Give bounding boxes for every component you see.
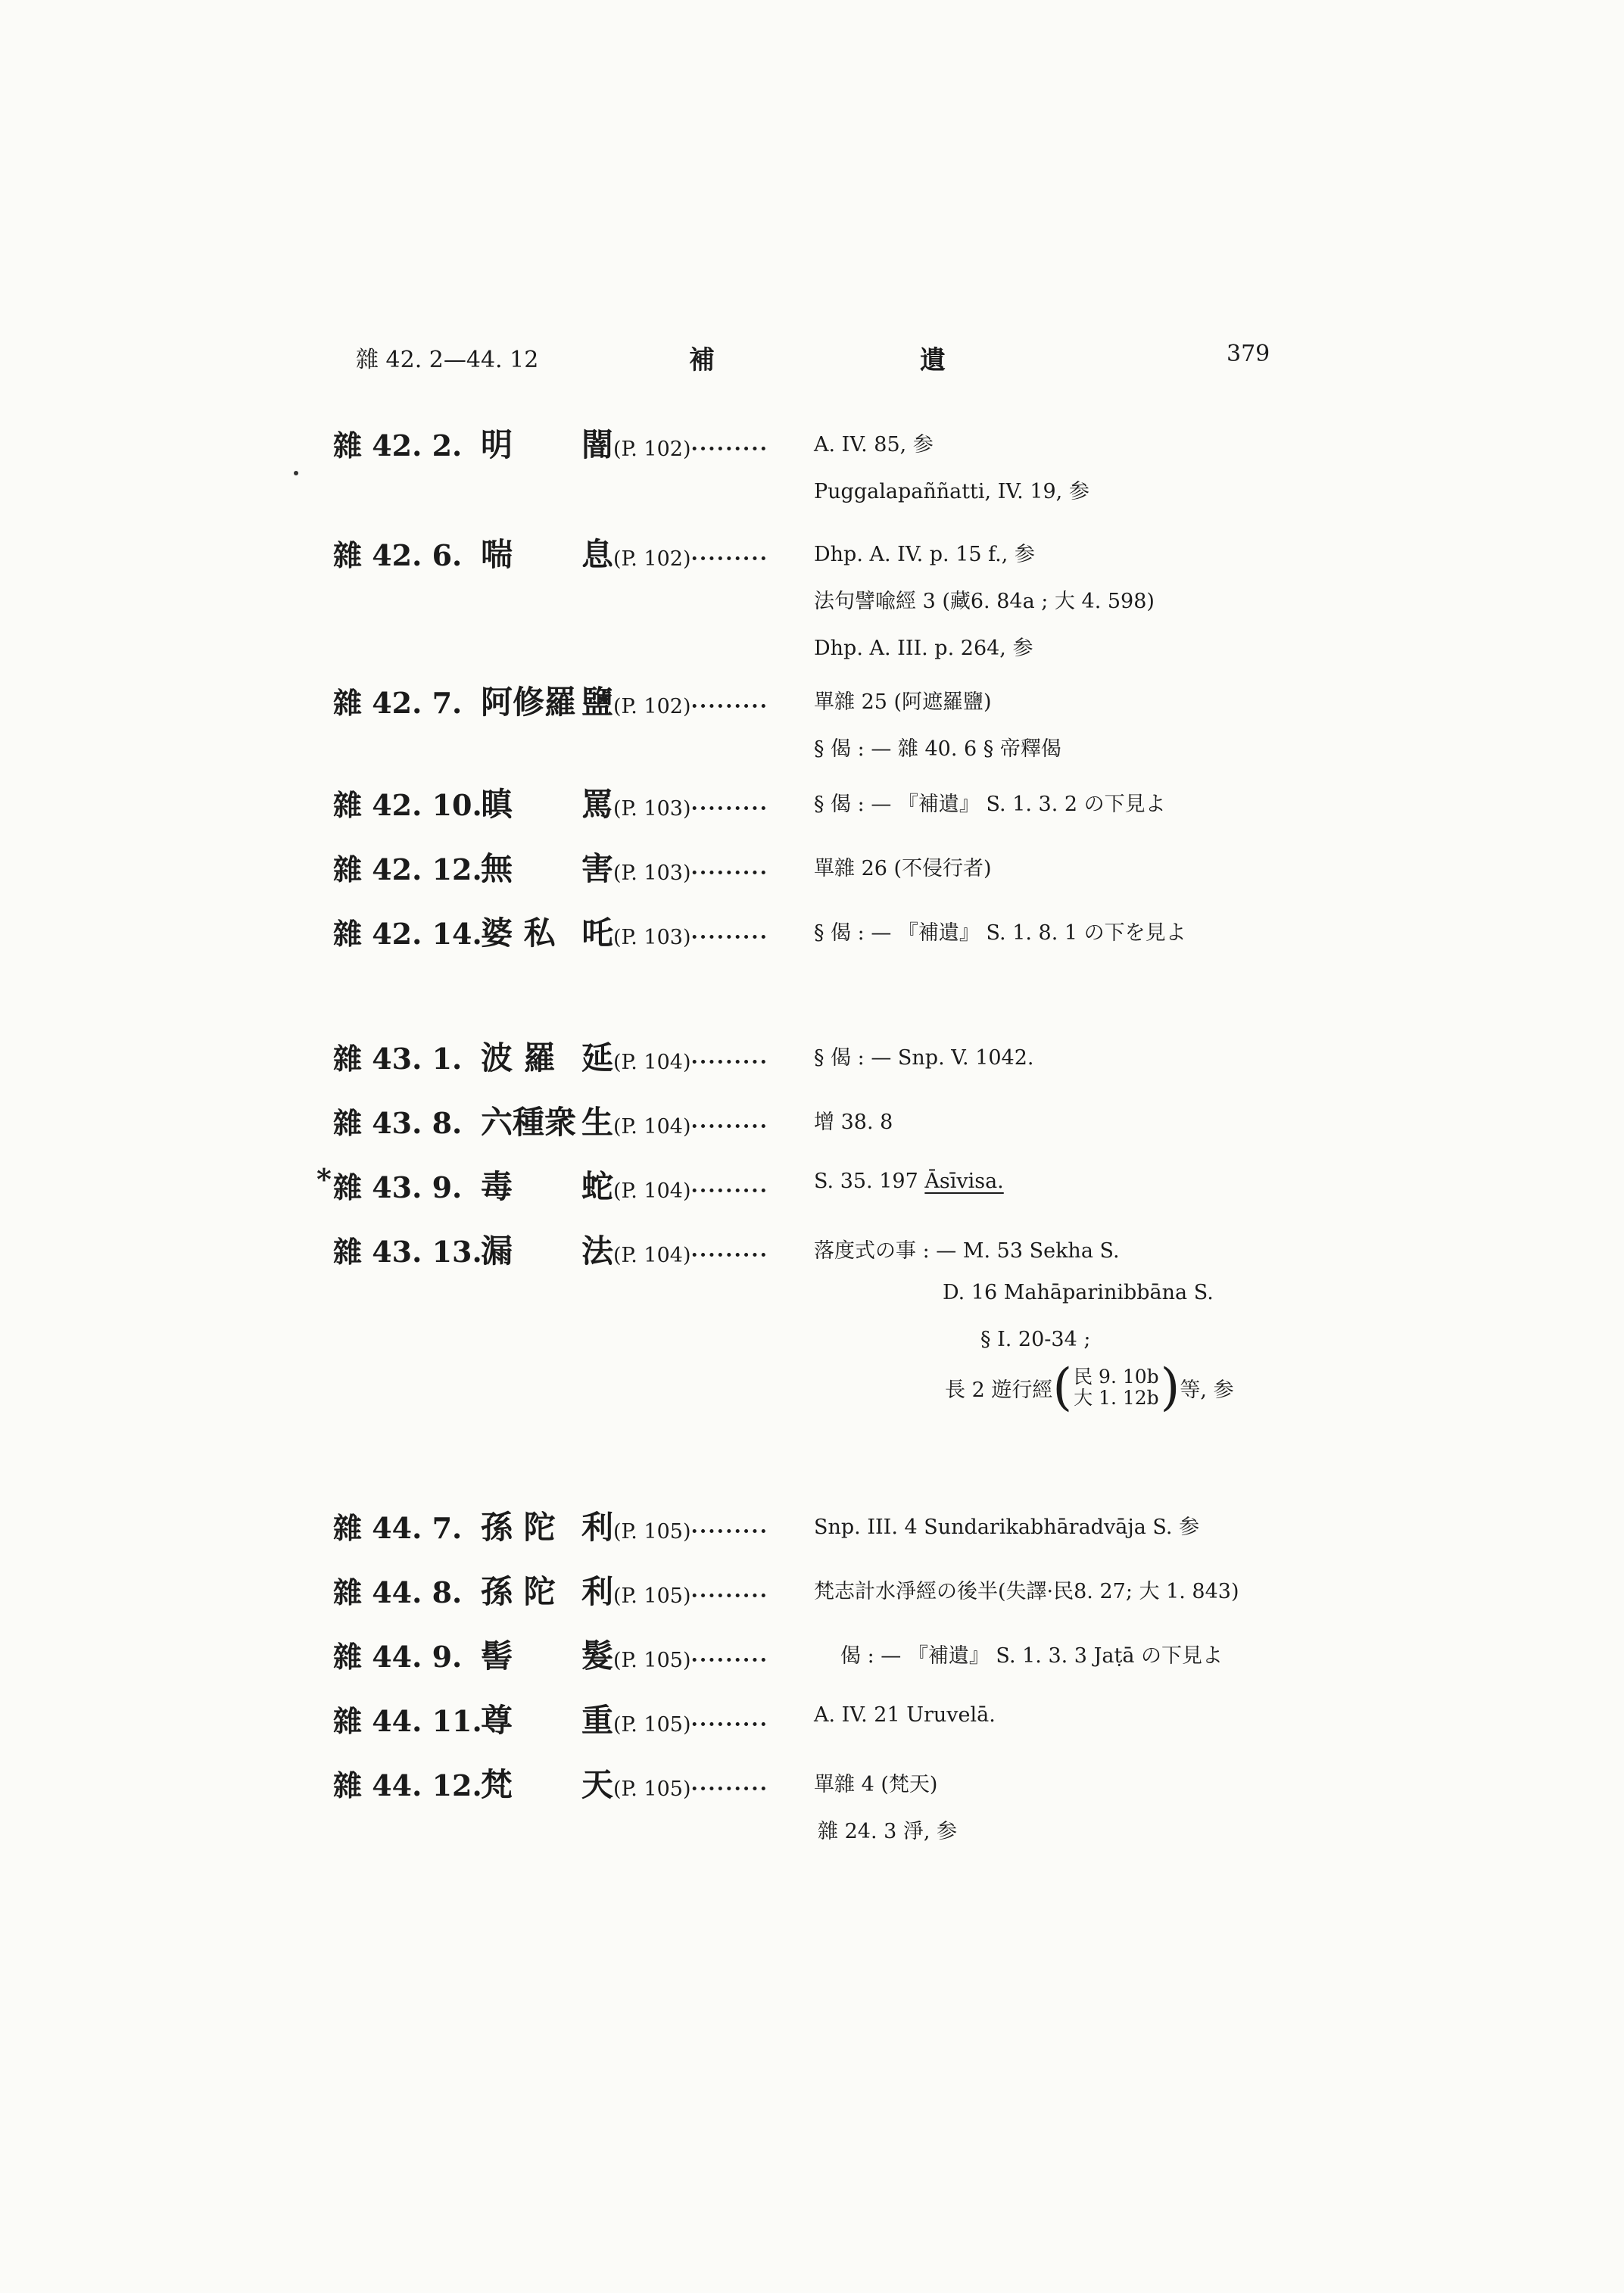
entry-reference: Dhp. A. IV. p. 15 f., 参 (814, 543, 1035, 566)
bracket-stack (1074, 1366, 1159, 1409)
entry-reference: 梵志計水淨經の後半(失譯·民8. 27; 大 1. 843) (814, 1580, 1239, 1603)
entry-title-last: 蛇 (581, 1168, 614, 1205)
entry-title-first: 孫 陀 (481, 1573, 556, 1610)
entry-title-last: 利 (581, 1573, 614, 1610)
entry-row (333, 908, 768, 954)
entry-reference: § 偈 : — 『補遺』 S. 1. 8. 1 の下を見よ (814, 921, 1186, 945)
entry-row (333, 1226, 768, 1272)
entry-row (333, 1033, 768, 1079)
entry-title-last: 害 (581, 850, 614, 887)
entry-row (333, 1631, 768, 1677)
leader-dots: ········· (690, 547, 769, 571)
entry-title-first: 毒 (481, 1168, 513, 1205)
entry-title-last: 罵 (581, 786, 614, 823)
entry-title-last: 鹽 (581, 684, 614, 721)
entry-number: 雜 44. 9. (333, 1640, 463, 1674)
entry-reference: A. IV. 21 Uruvelā. (814, 1703, 996, 1727)
entry-row (333, 530, 768, 575)
entry-page-ref: (P. 105) (613, 1520, 691, 1544)
entry-number: 雜 43. 9. (333, 1170, 463, 1204)
entry-number: 雜 42. 2. (333, 428, 463, 463)
bracket-reference (945, 1358, 1234, 1416)
entry-title-first: 阿修羅 (481, 684, 577, 721)
leader-dots: ········· (690, 438, 769, 461)
entry-reference: Snp. III. 4 Sundarikabhāradvāja S. 参 (814, 1516, 1200, 1539)
entry-page-ref: (P. 103) (613, 861, 691, 885)
entry-reference: A. IV. 85, 参 (814, 433, 934, 456)
entry-number: 雜 42. 6. (333, 538, 463, 572)
entry-number: 雜 42. 12. (333, 852, 482, 886)
entry-title-last: 生 (581, 1104, 614, 1141)
entry-title-first: 梵 (481, 1766, 513, 1803)
entry-row (333, 1503, 768, 1548)
entry-reference: 偈 : — 『補遺』 S. 1. 3. 3 Jaṭā の下見よ (840, 1644, 1223, 1668)
entry-page-ref: (P. 105) (613, 1777, 691, 1801)
leader-dots: ········· (690, 1777, 769, 1801)
entry-title-last: 天 (581, 1766, 614, 1803)
entry-number: 雜 42. 7. (333, 686, 463, 720)
leader-dots: ········· (690, 1520, 769, 1544)
bracket-suffix: 等, 参 (1180, 1378, 1234, 1402)
entry-title-last: 吒 (581, 914, 614, 952)
entry-number: 雜 43. 1. (333, 1042, 463, 1076)
entry-page-ref: (P. 104) (613, 1051, 691, 1074)
entry-title-last: 延 (581, 1039, 614, 1076)
entry-reference: 單雜 4 (梵天) (814, 1773, 938, 1796)
entry-page-ref: (P. 102) (613, 695, 691, 718)
entry-reference (814, 1170, 1004, 1193)
entry-reference: § 偈 : — Snp. V. 1042. (814, 1046, 1034, 1070)
leader-dots: ········· (690, 797, 769, 821)
entry-row (333, 1567, 768, 1612)
entry-page-ref: (P. 102) (613, 547, 691, 571)
running-head-range: 雜 42. 2—44. 12 (356, 347, 539, 373)
entry-reference: § 偈 : — 雜 40. 6 § 帝釋偈 (814, 737, 1061, 761)
entry-row (333, 780, 768, 825)
leader-dots: ········· (690, 861, 769, 885)
entry-title-last: 闇 (581, 426, 614, 463)
leader-dots: ········· (690, 1179, 769, 1203)
entry-marker: * (316, 1162, 332, 1196)
entry-title-first: 婆 私 (481, 914, 556, 952)
bracket-prefix: 長 2 遊行經 (945, 1378, 1053, 1402)
entry-row (333, 1696, 768, 1741)
running-head-title-2: 遺 (920, 345, 946, 375)
entry-reference: 法句譬喩經 3 (藏6. 84a ; 大 4. 598) (814, 590, 1155, 613)
underlined-sutta-name: Āsīvisa. (924, 1170, 1004, 1193)
entry-reference: 單雜 25 (阿遮羅鹽) (814, 690, 992, 714)
entry-title-first: 尊 (481, 1702, 513, 1739)
entry-title-last: 息 (581, 536, 614, 573)
leader-dots: ········· (690, 695, 769, 718)
entry-title-first: 喘 (481, 536, 513, 573)
entry-title-first: 無 (481, 850, 513, 887)
entry-title-first: 六種衆 (481, 1104, 577, 1141)
entry-page-ref: (P. 103) (613, 926, 691, 949)
entry-page-ref: (P. 102) (613, 438, 691, 461)
reference-text: S. 35. 197 (814, 1170, 925, 1193)
leader-dots: ········· (690, 1713, 769, 1737)
entry-title-first: 明 (481, 426, 513, 463)
bracket-top: 民 9. 10b (1074, 1366, 1159, 1388)
entry-row (333, 1760, 768, 1805)
entry-page-ref: (P. 104) (613, 1244, 691, 1267)
entry-page-ref: (P. 104) (613, 1179, 691, 1203)
entry-title-first: 漏 (481, 1232, 513, 1270)
entry-number: 雜 44. 7. (333, 1511, 463, 1545)
entry-reference: Dhp. A. III. p. 264, 参 (814, 637, 1033, 660)
entry-reference: 單雜 26 (不侵行者) (814, 857, 992, 880)
leader-dots: ········· (690, 1115, 769, 1139)
open-paren: ( (1052, 1358, 1073, 1416)
entry-row (333, 844, 768, 889)
entry-number: 雜 42. 10. (333, 788, 482, 822)
bracket-group (1052, 1358, 1180, 1416)
leader-dots: ········· (690, 1584, 769, 1608)
entry-title-first: 瞋 (481, 786, 513, 823)
leader-dots: ········· (690, 1649, 769, 1672)
entry-reference: 增 38. 8 (814, 1111, 893, 1134)
entry-page-ref: (P. 104) (613, 1115, 691, 1139)
page-number: 379 (1227, 341, 1270, 367)
stray-dot (294, 471, 298, 475)
entry-row (316, 1162, 769, 1207)
entry-number: 雜 44. 12. (333, 1768, 482, 1802)
leader-dots: ········· (690, 1051, 769, 1074)
entry-row (333, 1098, 768, 1143)
entry-title-last: 髮 (581, 1637, 614, 1675)
entry-reference: 落度式の事 : — M. 53 Sekha S. (814, 1239, 1120, 1263)
entry-title-last: 利 (581, 1509, 614, 1546)
entry-title-first: 波 羅 (481, 1039, 556, 1076)
entry-title-last: 法 (581, 1232, 614, 1270)
entry-reference: 雜 24. 3 淨, 参 (818, 1820, 958, 1843)
entry-page-ref: (P. 105) (613, 1649, 691, 1672)
leader-dots: ········· (690, 926, 769, 949)
entry-row (333, 420, 768, 466)
entry-row (333, 678, 768, 723)
entry-number: 雜 42. 14. (333, 917, 482, 951)
entry-page-ref: (P. 105) (613, 1713, 691, 1737)
entry-page-ref: (P. 103) (613, 797, 691, 821)
bracket-bottom: 大 1. 12b (1074, 1387, 1159, 1409)
leader-dots: ········· (690, 1244, 769, 1267)
entry-title-first: 孫 陀 (481, 1509, 556, 1546)
entry-reference: § 偈 : — 『補遺』 S. 1. 3. 2 の下見よ (814, 793, 1166, 816)
entry-number: 雜 43. 8. (333, 1106, 463, 1140)
entry-number: 雜 43. 13. (333, 1235, 482, 1269)
entry-page-ref: (P. 105) (613, 1584, 691, 1608)
entry-reference: D. 16 Mahāparinibbāna S. (943, 1281, 1214, 1304)
entry-number: 雜 44. 11. (333, 1704, 482, 1738)
entry-reference: § I. 20-34 ; (980, 1328, 1091, 1351)
entry-number: 雜 44. 8. (333, 1575, 463, 1609)
running-head-title-1: 補 (689, 345, 715, 375)
close-paren: ) (1160, 1358, 1180, 1416)
entry-title-first: 髻 (481, 1637, 513, 1675)
entry-title-last: 重 (581, 1702, 614, 1739)
entry-reference: Puggalapaññatti, IV. 19, 参 (814, 480, 1089, 503)
